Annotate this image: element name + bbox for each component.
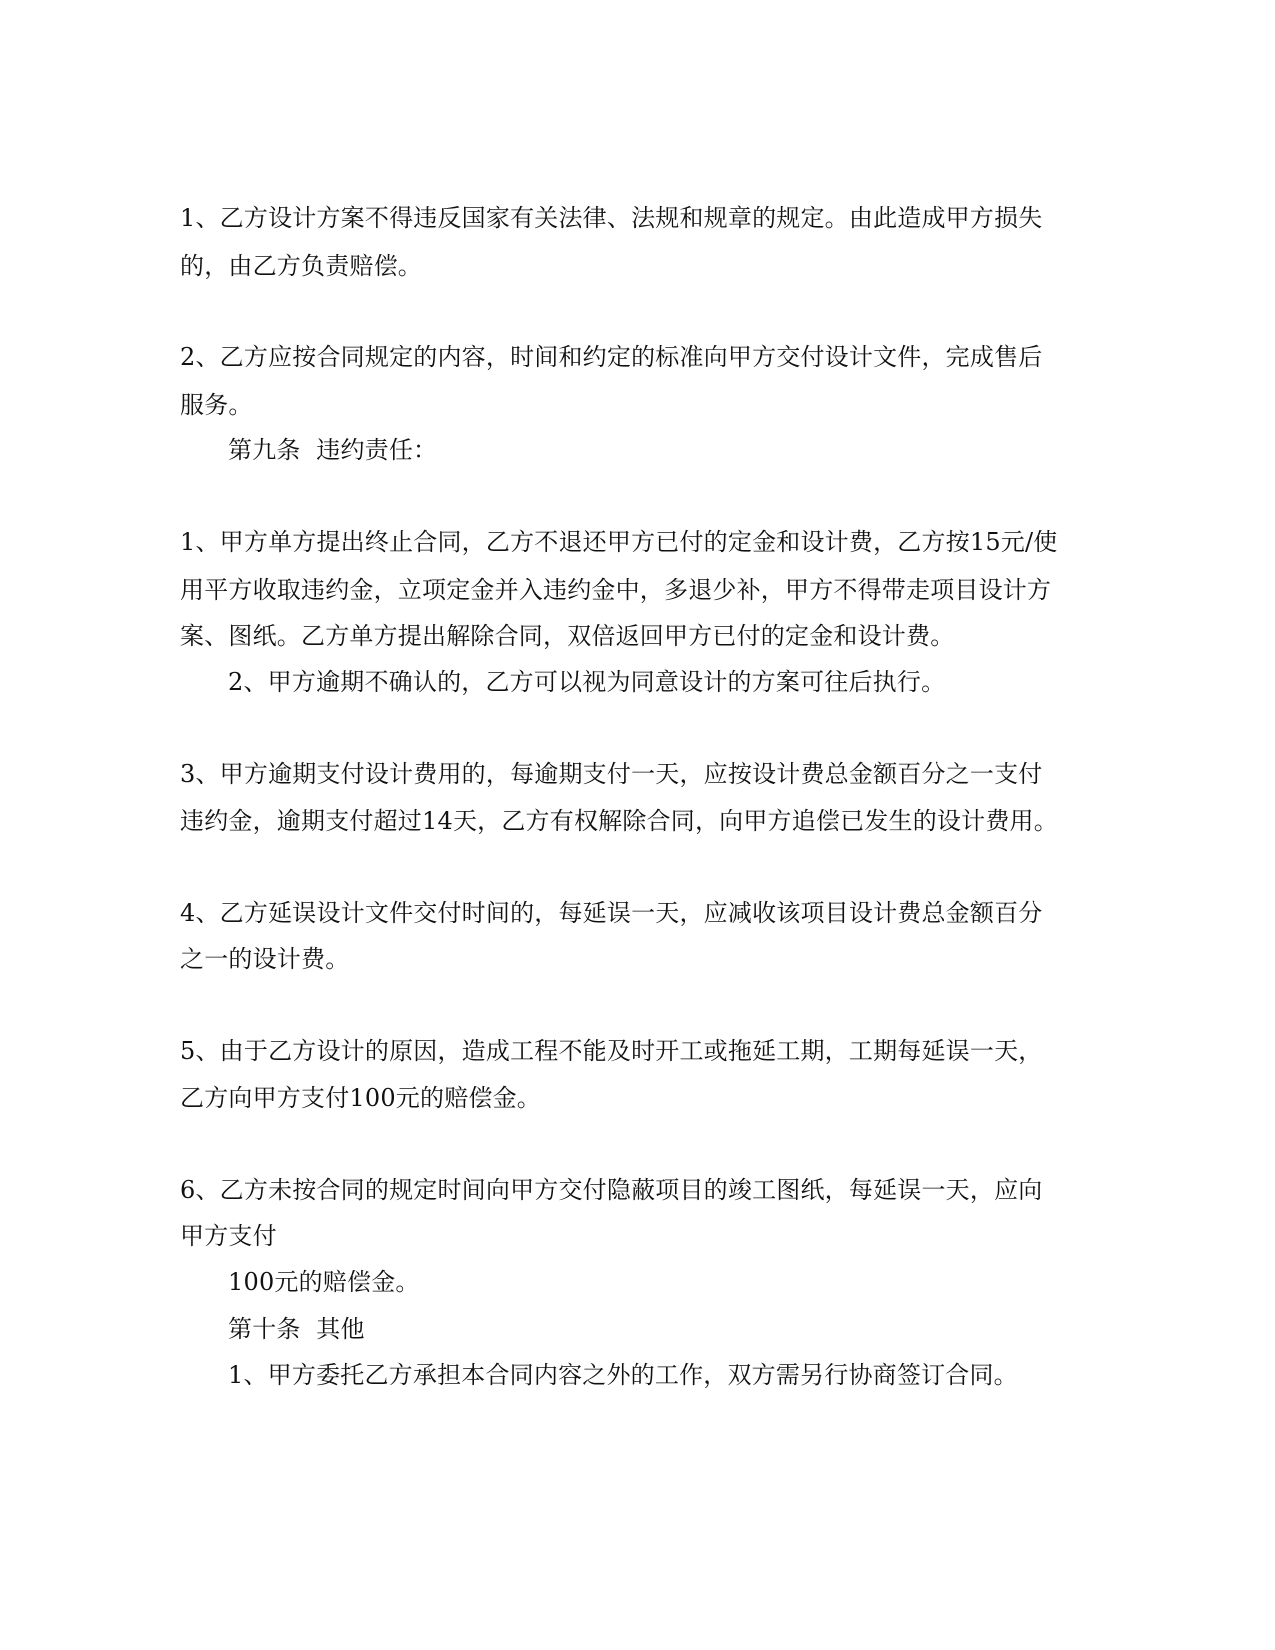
clause-9-heading: 第九条 违约责任：: [228, 436, 438, 464]
clause-9-item-6-line-3: 100元的赔偿金。: [228, 1268, 420, 1296]
clause-9-item-1-line-1: 1、甲方单方提出终止合同，乙方不退还甲方已付的定金和设计费，乙方按15元/使: [180, 528, 1058, 556]
clause-9-item-6-line-2: 甲方支付: [180, 1222, 277, 1250]
clause-9-item-5-line-2: 乙方向甲方支付100元的赔偿金。: [180, 1084, 542, 1112]
clause-8-item-2-line-2: 服务。: [180, 391, 253, 419]
clause-9-item-6-line-1: 6、乙方未按合同的规定时间向甲方交付隐蔽项目的竣工图纸，每延误一天，应向: [180, 1176, 1043, 1204]
clause-9-item-3-line-2: 违约金，逾期支付超过14天，乙方有权解除合同，向甲方追偿已发生的设计费用。: [180, 807, 1058, 835]
clause-9-item-4-line-2: 之一的设计费。: [180, 945, 350, 973]
clause-9-item-3-line-1: 3、甲方逾期支付设计费用的，每逾期支付一天，应按设计费总金额百分之一支付: [180, 760, 1043, 788]
clause-9-item-2: 2、甲方逾期不确认的，乙方可以视为同意设计的方案可往后执行。: [228, 668, 946, 696]
clause-10-item-1: 1、甲方委托乙方承担本合同内容之外的工作，双方需另行协商签订合同。: [228, 1361, 1018, 1389]
clause-9-item-4-line-1: 4、乙方延误设计文件交付时间的，每延误一天，应减收该项目设计费总金额百分: [180, 899, 1043, 927]
clause-9-item-1-line-2: 用平方收取违约金，立项定金并入违约金中，多退少补，甲方不得带走项目设计方: [180, 576, 1052, 604]
clause-8-item-2-line-1: 2、乙方应按合同规定的内容，时间和约定的标准向甲方交付设计文件，完成售后: [180, 343, 1043, 371]
clause-9-item-1-line-3: 案、图纸。乙方单方提出解除合同，双倍返回甲方已付的定金和设计费。: [180, 622, 955, 650]
clause-10-heading: 第十条 其他: [228, 1315, 365, 1343]
clause-9-item-5-line-1: 5、由于乙方设计的原因，造成工程不能及时开工或拖延工期，工期每延误一天，: [180, 1037, 1043, 1065]
clause-8-item-1-line-2: 的，由乙方负责赔偿。: [180, 252, 422, 280]
clause-8-item-1-line-1: 1、乙方设计方案不得违反国家有关法律、法规和规章的规定。由此造成甲方损失: [180, 204, 1043, 232]
